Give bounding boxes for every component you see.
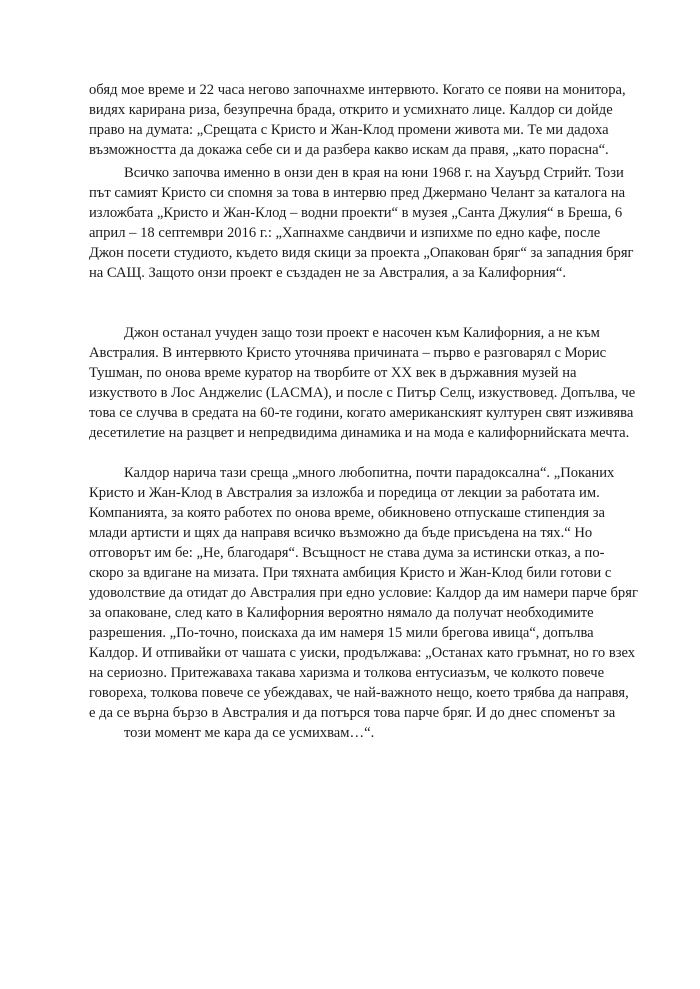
text-line: Джон останал учуден защо този проект е насочен към Калифорния, а не към [124,325,600,341]
text-line: удоволствие да отидат до Австралия при едно условие: Калдор да им намери парче бряг [89,585,638,601]
text-line: е да се върна бързо в Австралия и да потърся това парче бряг. И до днес споменът за [89,705,616,721]
text-line: път самият Кристо си спомня за това в интервю пред Джермано Челант за каталога на [89,185,626,201]
text-line: изложбата „Кристо и Жан-Клод – водни проекти“ в музея „Санта Джулия“ в Бреша, 6 [89,205,623,221]
text-line: отговорът им бе: „Не, благодаря“. Всъщност не става дума за истински отказ, а по- [89,545,605,561]
text-line: Джон посети студиото, където видя скици за проекта „Опакован бряг“ за западния бряг [89,245,634,261]
text-line: Австралия. В интервюто Кристо уточнява причината – първо е разговарял с Морис [89,345,607,361]
paragraph-3 [89,323,636,443]
text-line: Калдор. И отпивайки от чашата с уиски, продължава: „Останах като гръмнат, но го взех [89,645,636,661]
text-line: Всичко започва именно в онзи ден в края на юни 1968 г. на Хауърд Стрийт. Този [124,165,624,181]
text-line: април – 18 септември 2016 г.: „Хапнахме сандвичи и изпихме по едно кафе, после [89,225,601,241]
text-line: този момент ме кара да се усмихвам…“. [124,725,375,741]
paragraph-1 [89,80,626,160]
text-line: Компанията, за която работех по онова време, обикновено отпускаше стипендия за [89,505,606,521]
text-line: Кристо и Жан-Клод в Австралия за изложба и поредица от лекции за работата им. [89,485,600,501]
text-line: обяд мое време и 22 часа негово започнахме интервюто. Когато се появи на монитора, [89,82,626,98]
paragraph-4 [89,463,638,743]
text-line: Тушман, по онова време куратор на творбите от XX век в държавния музей на [89,365,577,381]
text-line: млади артисти и щях да направя всичко възможно да бъде присъдена на тях.“ Но [89,525,593,541]
text-line: възможността да докажа себе си и да разбера какво искам да правя, „като порасна“. [89,142,609,158]
text-line: това се случва в средата на 60-те години, когато американският културен свят изживява [89,405,634,421]
paragraph-2 [89,163,634,283]
text-line: десетилетие на разцвет и непредвидима динамика и на мода е калифорнийската мечта. [89,425,630,441]
text-line: изкуството в Лос Анджелис (LACMA), и после с Питър Селц, изкуствовед. Допълва, че [89,385,636,401]
text-line: право на думата: „Срещата с Кристо и Жан-Клод промени живота ми. Те ми дадоха [89,122,609,138]
text-line: скоро за вдигане на мизата. При тяхната амбиция Кристо и Жан-Клод били готови с [89,565,612,581]
text-line: Калдор нарича тази среща „много любопитна, почти парадоксална“. „Поканих [124,465,615,481]
text-line: говореха, толкова повече се убеждавах, че най-важното нещо, което трябва да направя, [89,685,629,701]
text-line: на САЩ. Защото онзи проект е създаден не за Австралия, а за Калифорния“. [89,265,566,281]
text-line: за опаковане, след като в Калифорния вероятно нямало да получат необходимите [89,605,594,621]
text-line: на сериозно. Притежаваха такава харизма и толкова ентусиазъм, че колкото повече [89,665,605,681]
text-line: видях карирана риза, безупречна брада, открито и усмихнато лице. Калдор си дойде [89,102,613,118]
text-line: разрешения. „По-точно, поискаха да им намеря 15 мили брегова ивица“, допълва [89,625,594,641]
